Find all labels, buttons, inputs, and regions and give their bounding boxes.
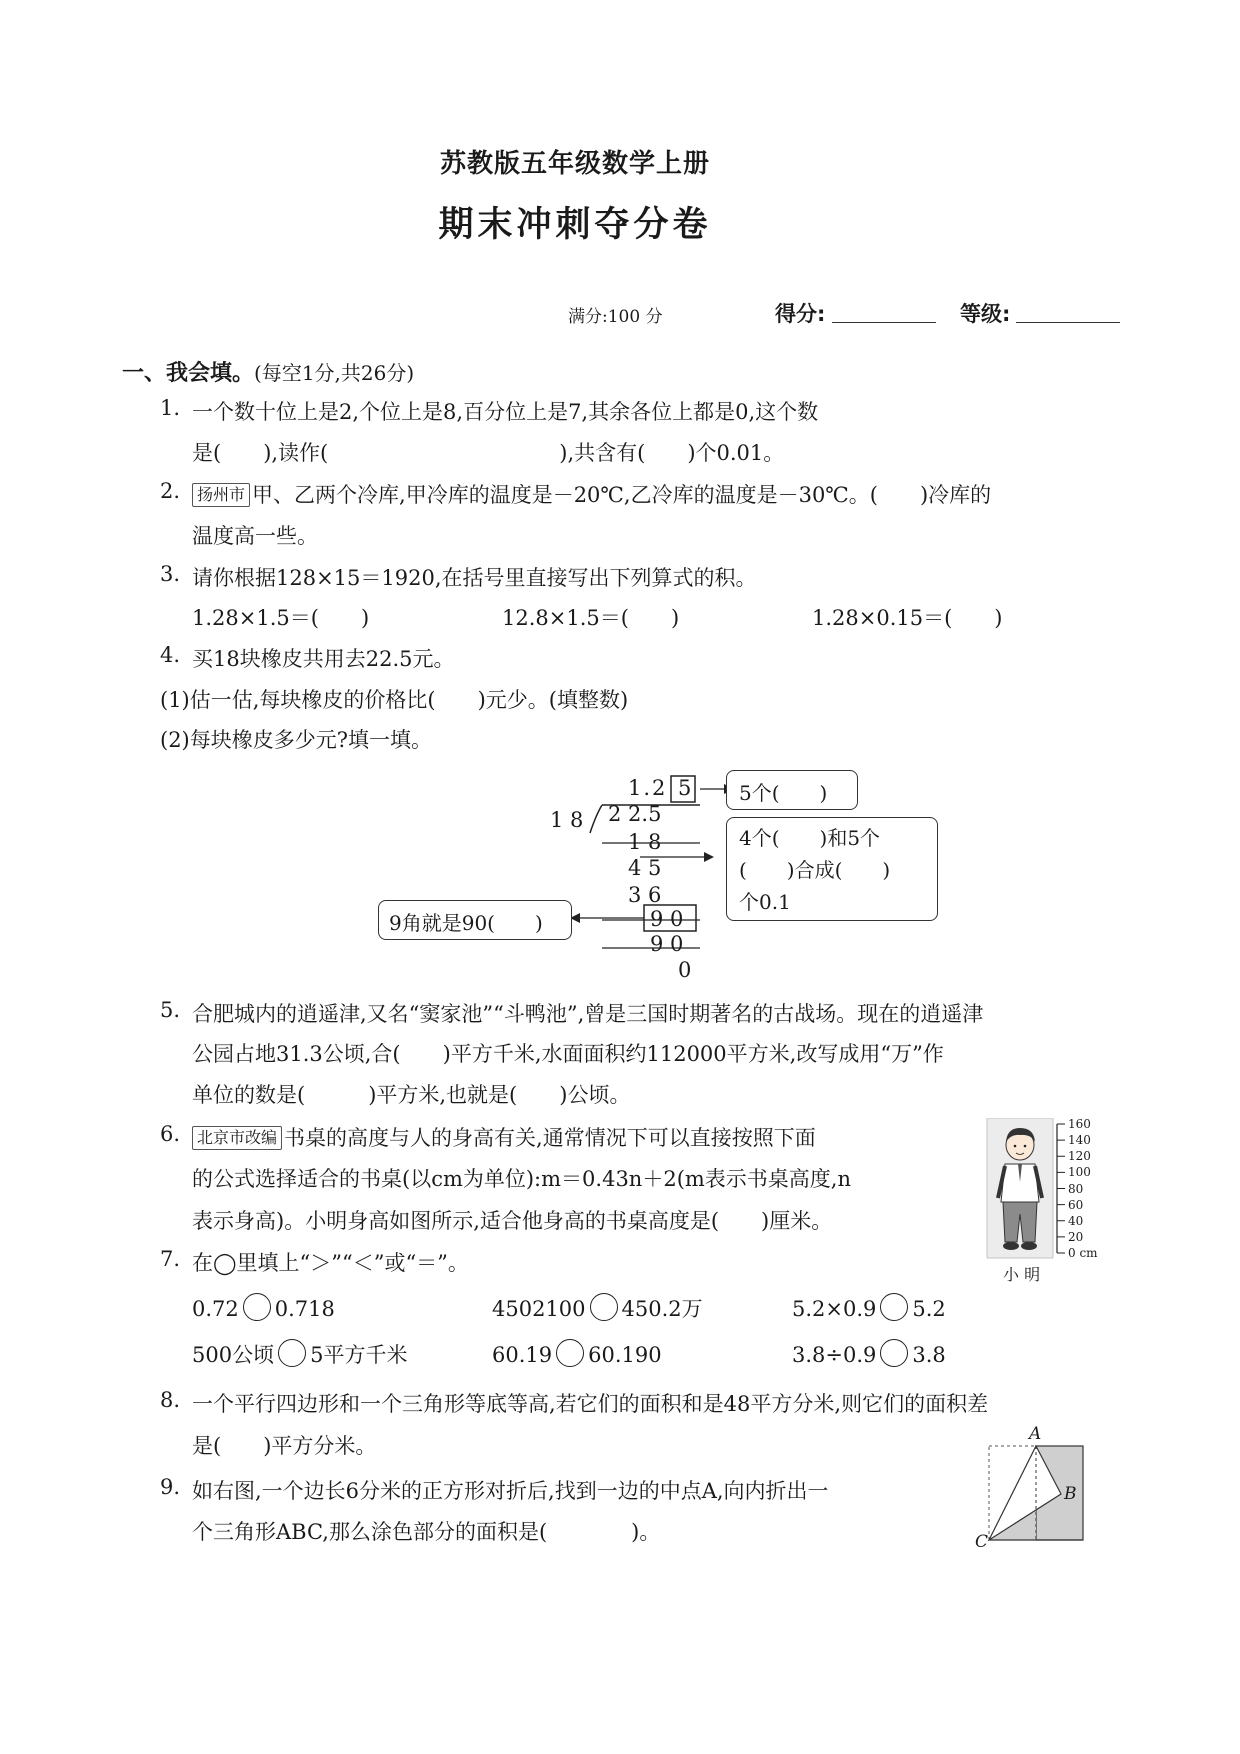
ruler-tick-label: 60	[1068, 1197, 1084, 1212]
q6-number: 6.	[160, 1122, 181, 1146]
division-rem1: 4 5	[628, 856, 662, 880]
q9-line1: 如右图,一个边长6分米的正方形对折后,找到一边的中点A,向内折出一	[192, 1479, 829, 1503]
answer-box-2	[726, 817, 938, 921]
q6-line2: 的公式选择适合的书桌(以cm为单位):m＝0.43n＋2(m表示书桌高度,n	[192, 1167, 851, 1191]
q6-text: 书桌的高度与人的身高有关,通常情况下可以直接按照下面	[284, 1126, 816, 1150]
q3-number: 3.	[160, 562, 181, 586]
score-label: 得分:	[775, 302, 826, 326]
q7-right: 3.8	[912, 1343, 946, 1367]
compare-circle[interactable]	[880, 1339, 908, 1367]
ruler-tick-label: 40	[1068, 1213, 1084, 1228]
answer-box-1	[726, 770, 858, 810]
ruler-tick-label: 20	[1068, 1229, 1084, 1244]
q9-line2: 个三角形ABC,那么涂色部分的面积是( )。	[192, 1520, 661, 1544]
q7-number: 7.	[160, 1247, 181, 1271]
q3-expr-b: 12.8×1.5＝( )	[502, 606, 680, 630]
q6-line3: 表示身高)。小明身高如图所示,适合他身高的书桌高度是( )厘米。	[192, 1209, 833, 1233]
q7-item	[792, 1293, 946, 1321]
q8-line2: 是( )平方分米。	[192, 1434, 377, 1458]
compare-circle[interactable]	[556, 1339, 584, 1367]
division-quotient: 1.2	[628, 776, 668, 800]
q1-line1: 一个数十位上是2,个位上是8,百分位上是7,其余各位上都是0,这个数	[192, 400, 819, 424]
q2-line1	[192, 479, 991, 509]
answer-box-1-text: 5个( )	[739, 781, 828, 805]
q7-left: 60.19	[492, 1343, 553, 1367]
score-blank	[832, 322, 936, 323]
division-divisor: 1 8	[550, 808, 584, 832]
boy-caption: 小 明	[1003, 1265, 1041, 1284]
section-number: 一、	[122, 361, 167, 386]
label-b: B	[1064, 1484, 1077, 1504]
q7-right: 0.718	[274, 1297, 335, 1321]
q4-line1: 买18块橡皮共用去22.5元。	[192, 647, 455, 671]
ruler-tick-label: 160	[1068, 1117, 1091, 1131]
division-dividend: 2 2.5	[608, 802, 662, 826]
q2-number: 2.	[160, 479, 181, 503]
division-sub2: 3 6	[628, 883, 662, 907]
q5-line3: 单位的数是( )平方米,也就是( )公顷。	[192, 1083, 631, 1107]
compare-circle[interactable]	[590, 1293, 618, 1321]
answer-box-2-line1: 4个( )和5个	[739, 826, 881, 850]
height-ruler	[1055, 1118, 1067, 1260]
label-a: A	[1029, 1424, 1042, 1444]
q7-right: 5.2	[912, 1297, 946, 1321]
q7-item	[792, 1339, 946, 1367]
q7-right: 5平方千米	[310, 1343, 408, 1367]
q2-text: 甲、乙两个冷库,甲冷库的温度是－20℃,乙冷库的温度是－30℃。( )冷库的	[252, 483, 992, 507]
q7-left: 4502100	[492, 1297, 586, 1321]
q7-item	[192, 1293, 335, 1321]
q3-expr-c: 1.28×0.15＝( )	[812, 606, 1003, 630]
boy-illustration	[985, 1118, 1055, 1260]
full-score: 满分:100 分	[568, 307, 663, 327]
q1-number: 1.	[160, 396, 181, 420]
answer-box-2-line2: ( )合成( )	[739, 858, 891, 882]
label-c: C	[975, 1532, 989, 1552]
document-subtitle: 期末冲刺夺分卷	[438, 205, 712, 245]
q7-left: 500公顷	[192, 1343, 275, 1367]
q7-item	[192, 1339, 407, 1369]
compare-circle[interactable]	[243, 1293, 271, 1321]
answer-box-2-line3: 个0.1	[739, 890, 791, 914]
q6-source-tag: 北京市改编	[192, 1126, 282, 1150]
q7-left: 0.72	[192, 1297, 239, 1321]
ruler-labels	[1068, 1116, 1128, 1266]
division-quotient-box: 5	[678, 776, 692, 800]
q5-line1: 合肥城内的逍遥津,又名“窦家池”“斗鸭池”,曾是三国时期著名的古战场。现在的逍遥津	[192, 1002, 984, 1026]
answer-box-3-text: 9角就是90( )	[389, 911, 543, 935]
q6-line1	[192, 1122, 816, 1152]
q2-source-tag: 扬州市	[192, 483, 250, 507]
q7-left: 3.8÷0.9	[792, 1343, 877, 1367]
q5-line2: 公园占地31.3公顷,合( )平方千米,水面面积约112000平方米,改写成用“万”作	[192, 1042, 944, 1066]
division-rem2: 9 0	[650, 907, 684, 931]
section-note: (每空1分,共26分)	[254, 361, 415, 385]
section-name: 我会填。	[166, 361, 255, 386]
q7-left: 5.2×0.9	[792, 1297, 877, 1321]
q3-expr-a: 1.28×1.5＝( )	[192, 606, 370, 630]
q8-number: 8.	[160, 1388, 181, 1412]
q5-number: 5.	[160, 998, 181, 1022]
division-final: 0	[678, 958, 692, 982]
ruler-tick-label: 100	[1068, 1165, 1091, 1180]
q4-part1: (1)估一估,每块橡皮的价格比( )元少。(填整数)	[160, 688, 629, 712]
q3-line1: 请你根据128×15＝1920,在括号里直接写出下列算式的积。	[192, 566, 757, 590]
division-sub3: 9 0	[650, 932, 684, 956]
q7-item	[492, 1339, 662, 1367]
q4-part2: (2)每块橡皮多少元?填一填。	[160, 728, 433, 752]
q8-line1: 一个平行四边形和一个三角形等底等高,若它们的面积和是48平方分米,则它们的面积差	[192, 1392, 989, 1416]
ruler-tick-label: 140	[1068, 1133, 1091, 1148]
q4-number: 4.	[160, 643, 181, 667]
division-sub1: 1 8	[628, 830, 662, 854]
q7-line1: 在◯里填上“＞”“＜”或“＝”。	[192, 1251, 469, 1275]
grade-blank	[1016, 322, 1120, 323]
q7-right: 450.2万	[621, 1297, 703, 1321]
grade-label: 等级:	[960, 302, 1011, 326]
document-title: 苏教版五年级数学上册	[439, 149, 710, 179]
section-heading	[122, 356, 414, 387]
q7-right: 60.190	[588, 1343, 662, 1367]
ruler-tick-label: 80	[1068, 1181, 1084, 1196]
compare-circle[interactable]	[278, 1339, 306, 1367]
ruler-tick-label: 120	[1068, 1149, 1091, 1164]
ruler-tick-label: 0 cm	[1068, 1246, 1098, 1260]
compare-circle[interactable]	[880, 1293, 908, 1321]
q1-line2: 是( ),读作( ),共含有( )个0.01。	[192, 441, 785, 465]
q7-item	[492, 1293, 703, 1323]
q9-number: 9.	[160, 1475, 181, 1499]
answer-box-3	[378, 900, 572, 940]
q2-line2: 温度高一些。	[192, 524, 318, 548]
